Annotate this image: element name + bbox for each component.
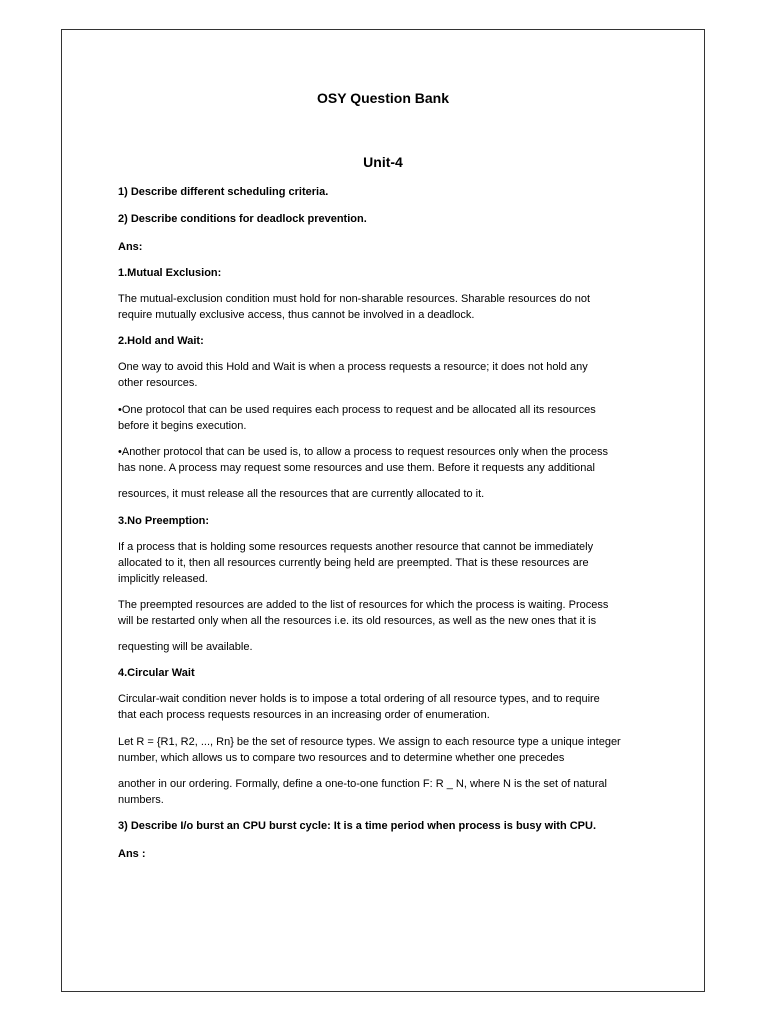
paragraph-line: resources, it must release all the resources that are currently allocated to it. [118, 488, 485, 500]
document-page [61, 29, 705, 992]
paragraph-line: implicitly released. [118, 573, 208, 585]
paragraph-line: One way to avoid this Hold and Wait is when a process requests a resource; it does not hold any [118, 361, 588, 373]
paragraph-line: requesting will be available. [118, 641, 253, 653]
question-1: 1) Describe different scheduling criteria. [118, 186, 329, 198]
paragraph-line: allocated to it, then all resources currently being held are preempted. That is these resources are [118, 557, 589, 569]
answer-label: Ans: [118, 241, 143, 253]
paragraph-line: will be restarted only when all the resources i.e. its old resources, as well as the new ones that it is [118, 615, 597, 627]
question-2: 2) Describe conditions for deadlock prevention. [118, 213, 367, 225]
heading-no-preemption: 3.No Preemption: [118, 515, 210, 527]
paragraph-line: numbers. [118, 794, 164, 806]
paragraph-line: has none. A process may request some resources and use them. Before it requests any additional [118, 462, 595, 474]
paragraph-line: before it begins execution. [118, 420, 247, 432]
answer-label: Ans : [118, 848, 146, 860]
paragraph-line: number, which allows us to compare two resources and to determine whether one precedes [118, 752, 565, 764]
unit-heading: Unit-4 [363, 154, 403, 170]
document-title: OSY Question Bank [317, 90, 449, 106]
paragraph-line: •Another protocol that can be used is, to allow a process to request resources only when the process [118, 446, 608, 458]
question-3: 3) Describe I/o burst an CPU burst cycle: It is a time period when process is busy with CPU. [118, 820, 597, 832]
paragraph-line: The preempted resources are added to the list of resources for which the process is waiting. Process [118, 599, 609, 611]
paragraph-line: •One protocol that can be used requires each process to request and be allocated all its resources [118, 404, 596, 416]
paragraph-line: Let R = {R1, R2, ..., Rn} be the set of resource types. We assign to each resource type a unique integer [118, 736, 621, 748]
paragraph-line: If a process that is holding some resources requests another resource that cannot be immediately [118, 541, 594, 553]
paragraph-line: Circular-wait condition never holds is to impose a total ordering of all resource types, and to require [118, 693, 600, 705]
heading-circular-wait: 4.Circular Wait [118, 667, 195, 679]
paragraph-line: that each process requests resources in an increasing order of enumeration. [118, 709, 490, 721]
paragraph-line: another in our ordering. Formally, define a one-to-one function F: R _ N, where N is the set of natural [118, 778, 607, 790]
paragraph-line: other resources. [118, 377, 198, 389]
paragraph-line: The mutual-exclusion condition must hold for non-sharable resources. Sharable resources do not [118, 293, 591, 305]
heading-mutual-exclusion: 1.Mutual Exclusion: [118, 267, 222, 279]
heading-hold-and-wait: 2.Hold and Wait: [118, 335, 204, 347]
paragraph-line: require mutually exclusive access, thus cannot be involved in a deadlock. [118, 309, 475, 321]
